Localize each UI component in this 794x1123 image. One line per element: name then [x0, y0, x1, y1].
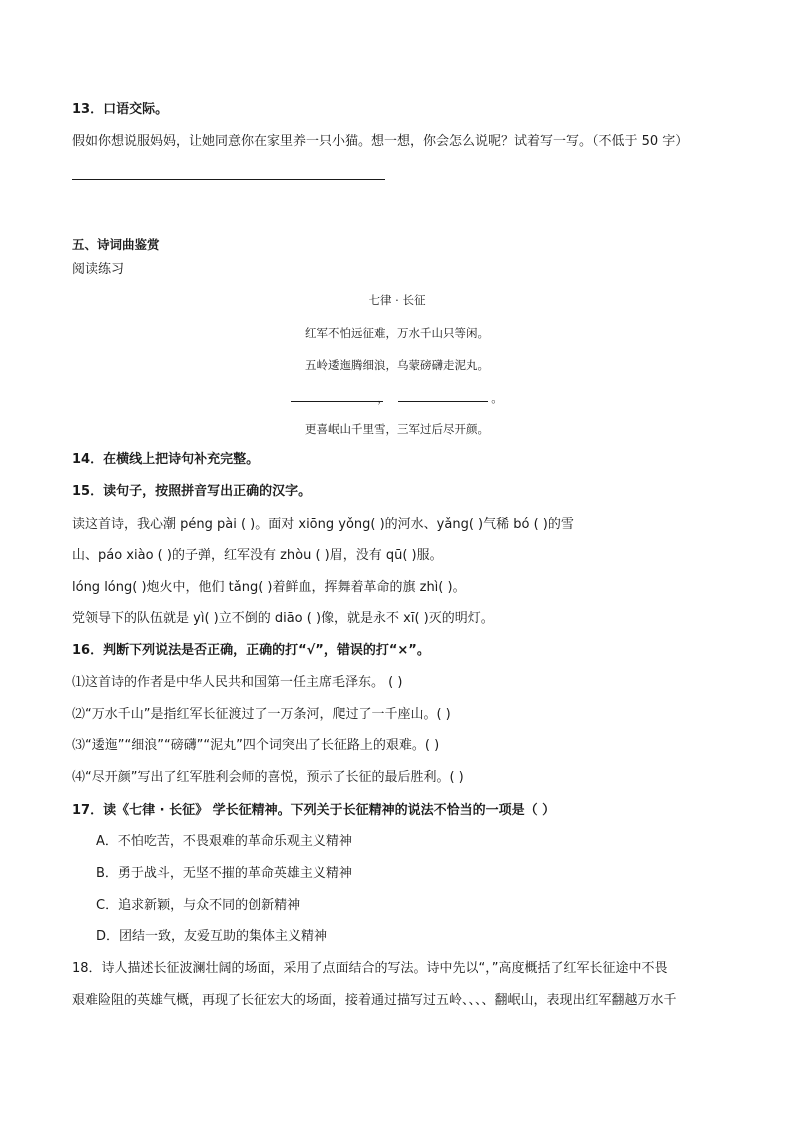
question-15-line-3: lóng lóng( )炮火中，他们 tǎng( )着鲜血，挥舞着革命的旗 zhì( )。: [72, 580, 466, 595]
question-13-prompt: 假如你想说服妈妈，让她同意你在家里养一只小猫。想一想，你会怎么说呢？试着写一写。（不低于 50 字）: [72, 134, 689, 149]
question-16-statement-3: ⑶“逶迤”“细浪”“磅礴”“泥丸”四个词突出了长征路上的艰难。( ): [72, 738, 440, 753]
poem-line-3-period: 。: [491, 391, 503, 405]
question-16-statement-1: ⑴这首诗的作者是中华人民共和国第一任主席毛泽东。 ( ): [72, 675, 403, 690]
question-18-line-2: 艰难险阻的英雄气概，再现了长征宏大的场面，接着通过描写过五岭、、、、翻岷山，表现出红军翻越万水千: [72, 993, 677, 1008]
question-15-line-1: 读这首诗，我心潮 péng pài ( )。面对 xiōng yǒng( )的河水、yǎng( )气稀 bó ( )的雪: [72, 517, 574, 532]
question-18-line-1: 18．诗人描述长征波澜壮阔的场面，采用了点面结合的写法。诗中先以“，”高度概括了红军长征途中不畏: [72, 961, 668, 976]
poem-line-3-comma: ，: [377, 391, 389, 405]
answer-line-13[interactable]: [72, 179, 385, 180]
question-15-line-2: 山、páo xiào ( )的子弹，红军没有 zhòu ( )眉，没有 qū( )服。: [72, 548, 443, 563]
section-5-subheading: 阅读练习: [72, 262, 125, 277]
question-15-line-4: 党领导下的队伍就是 yì( )立不倒的 diāo ( )像，就是永不 xī( )灭的明灯。: [72, 611, 494, 626]
question-14: 14．在横线上把诗句补充完整。: [72, 452, 260, 467]
poem-line-2: 五岭逶迤腾细浪，乌蒙磅礴走泥丸。: [305, 358, 489, 372]
question-13-title: 13．口语交际。: [72, 102, 169, 117]
question-17-option-b[interactable]: B．勇于战斗，无坚不摧的革命英雄主义精神: [96, 866, 352, 881]
question-17-option-d[interactable]: D．团结一致，友爱互助的集体主义精神: [96, 929, 328, 944]
question-16: 16．判断下列说法是否正确，正确的打“√”，错误的打“×”。: [72, 643, 430, 658]
poem-line-4: 更喜岷山千里雪，三军过后尽开颜。: [305, 422, 489, 436]
section-5-heading: 五、诗词曲鉴赏: [72, 237, 160, 252]
poem-title: 七律 · 长征: [368, 293, 426, 307]
question-15: 15．读句子，按照拼音写出正确的汉字。: [72, 484, 312, 499]
question-16-statement-4: ⑷“尽开颜”写出了红军胜利会师的喜悦，预示了长征的最后胜利。( ): [72, 770, 464, 785]
question-17: 17．读《七律 · 长征》 学长征精神。下列关于长征精神的说法不恰当的一项是（ ）: [72, 803, 556, 818]
poem-line-1: 红军不怕远征难，万水千山只等闲。: [305, 326, 489, 340]
question-17-option-c[interactable]: C．追求新颖，与众不同的创新精神: [96, 898, 301, 913]
question-17-option-a[interactable]: A．不怕吃苦，不畏艰难的革命乐观主义精神: [96, 834, 352, 849]
question-16-statement-2: ⑵“万水千山”是指红军长征渡过了一万条河，爬过了一千座山。( ): [72, 707, 451, 722]
